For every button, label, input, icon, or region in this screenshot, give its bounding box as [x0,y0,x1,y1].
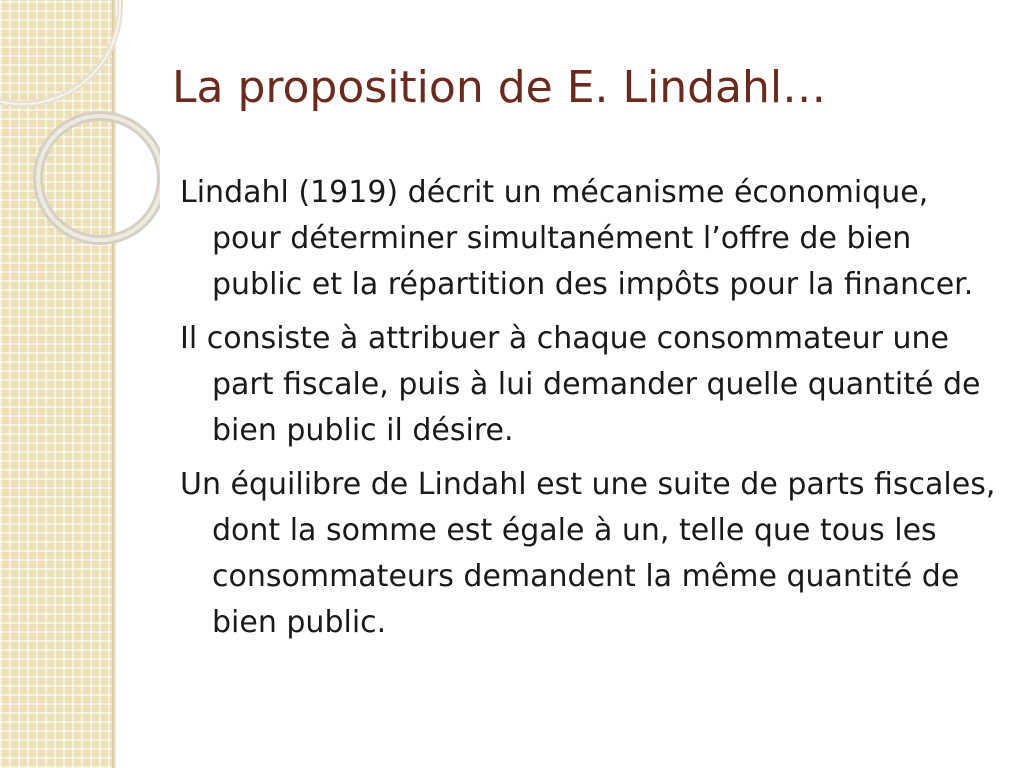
decorative-rings [0,0,160,260]
inner-ring-highlight [38,116,160,240]
bullet-item: Il consiste à attribuer à chaque consommateur une part fiscale, puis à lui demander quelle quantité de bien public il désire. [180,321,981,448]
slide-title: La proposition de E. Lindahl… [172,62,827,113]
bullet-list [180,170,1000,654]
bullet-item: Un équilibre de Lindahl est une suite de parts fiscales, dont la somme est égale à un, telle que tous les consommateurs demandent la même quantité de bien public. [180,467,996,640]
outer-ring [0,0,120,104]
bullet-item: Lindahl (1919) décrit un mécanisme économique, pour déterminer simultanément l’offre de bien public et la répartition des impôts pour la financer. [180,175,974,302]
outer-ring-highlight [0,0,120,104]
